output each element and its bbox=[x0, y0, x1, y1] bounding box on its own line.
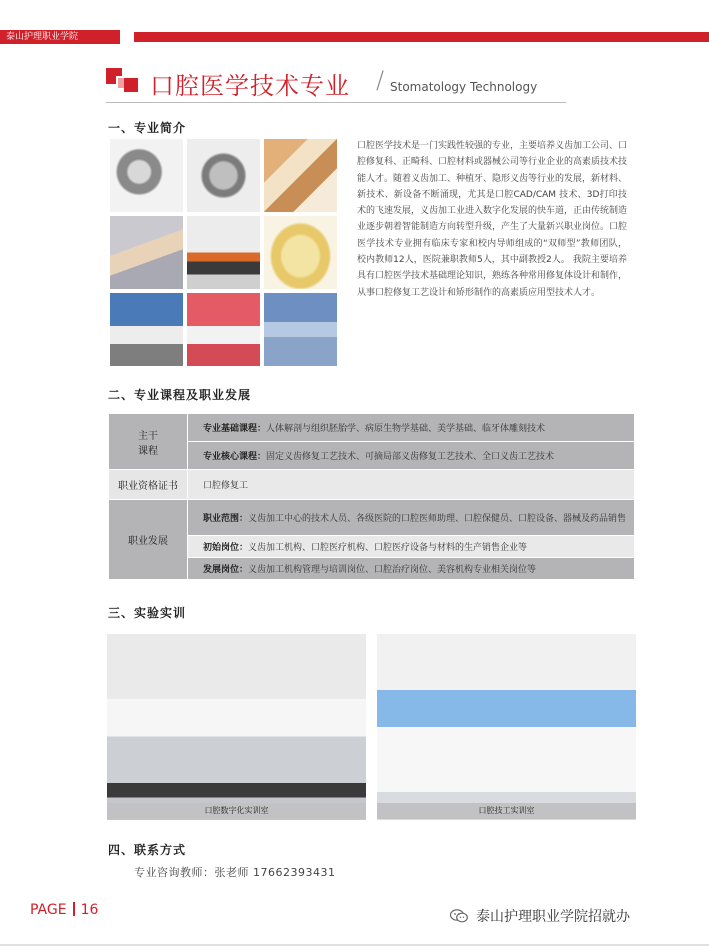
page-title-block bbox=[106, 62, 566, 102]
table-header-certificate: 职业资格证书 bbox=[109, 470, 188, 500]
photo-dental-cast bbox=[264, 216, 337, 289]
photo-lab-equipment bbox=[110, 293, 183, 366]
footer-brand-text: 泰山护理职业学院招就办 bbox=[476, 909, 630, 925]
contact-info: 专业咨询教师：张老师 17662393431 bbox=[134, 866, 336, 879]
footer-brand bbox=[450, 906, 630, 926]
table-row: 口腔修复工 bbox=[188, 470, 635, 500]
table-row: 初始岗位：义齿加工机构、口腔医疗机构、口腔医疗设备与材料的生产销售企业等 bbox=[188, 536, 635, 558]
caption-technician-lab: 口腔技工实训室 bbox=[377, 803, 636, 819]
table-row: 职业范围：义齿加工中心的技术人员、各级医院的口腔医师助理、口腔保健员、口腔设备、器械及药品销售 bbox=[188, 500, 635, 536]
table-row: 专业核心课程：固定义齿修复工艺技术、可摘局部义齿修复工艺技术、全口义齿工艺技术 bbox=[188, 442, 635, 470]
table-header-career: 职业发展 bbox=[109, 500, 188, 580]
page-title: 口腔医学技术专业 bbox=[150, 72, 350, 100]
title-slash: / bbox=[376, 66, 385, 94]
photo-dental-prosthesis bbox=[264, 139, 337, 212]
photo-dental-model bbox=[187, 139, 260, 212]
section-heading-courses: 二、专业课程及职业发展 bbox=[108, 388, 252, 402]
table-row: 专业基础课程：人体解剖与组织胚胎学、病原生物学基础、美学基础、临牙体雕刻技术 bbox=[188, 414, 635, 442]
photo-digital-lab bbox=[107, 634, 366, 820]
photo-lab-models bbox=[264, 293, 337, 366]
photo-hands-working bbox=[110, 216, 183, 289]
table-header-main-courses: 主干 课程 bbox=[109, 414, 188, 470]
intro-paragraph: 口腔医学技术是一门实践性较强的专业，主要培养义齿加工公司、口腔修复科、正畸科、口腔材料或器械公司等行业企业的高素质技术技能人才。随着义齿加工、种植牙、隐形义齿等行业的发展，新材料、新技术、新设备不断涌现，尤其是口腔CAD/CAM 技术、3D打印技术的飞速发展，义齿加工业进入数字化发展的快车道，正由传统制造业逐步朝着智能制造方向转型升级，产生了大量新兴职业岗位。口腔医学技术专业拥有临床专家和校内导师组成的“双师型”教师团队，校内教师12人，医院兼职教师5人，其中副教授2人。 我院主要培养具有口腔医学技术基础理论知识，熟练各种常用修复体设计和制作，从事口腔修复工艺设计和矫形制作的高素质应用型技术人才。 bbox=[357, 141, 628, 298]
title-logo-square bbox=[124, 78, 138, 92]
course-career-table bbox=[108, 413, 635, 580]
top-header-band bbox=[0, 30, 709, 44]
page-title-english: Stomatology Technology bbox=[390, 80, 538, 94]
photo-dental-model bbox=[110, 139, 183, 212]
wechat-icon bbox=[450, 909, 468, 923]
section-heading-labs: 三、实验实训 bbox=[108, 606, 187, 620]
page-number bbox=[30, 902, 98, 918]
table-row: 发展岗位：义齿加工机构管理与培训岗位、口腔治疗岗位、美容机构专业相关岗位等 bbox=[188, 558, 635, 580]
dental-photo-grid bbox=[110, 139, 337, 367]
section-heading-contact: 四、联系方式 bbox=[108, 843, 187, 857]
section-heading-intro: 一、专业简介 bbox=[108, 121, 187, 135]
caption-digital-lab: 口腔数字化实训室 bbox=[107, 803, 366, 819]
photo-denture bbox=[187, 293, 260, 366]
page-label: PAGE bbox=[30, 902, 67, 918]
photo-technician-lab bbox=[377, 634, 636, 820]
page-separator bbox=[73, 902, 75, 916]
school-label: 泰山护理职业学院 bbox=[0, 30, 120, 44]
header-red-bar bbox=[134, 32, 709, 42]
bottom-divider bbox=[0, 944, 709, 946]
photo-hands-working bbox=[187, 216, 260, 289]
title-divider bbox=[106, 102, 566, 103]
page-number-value: 16 bbox=[80, 902, 99, 918]
